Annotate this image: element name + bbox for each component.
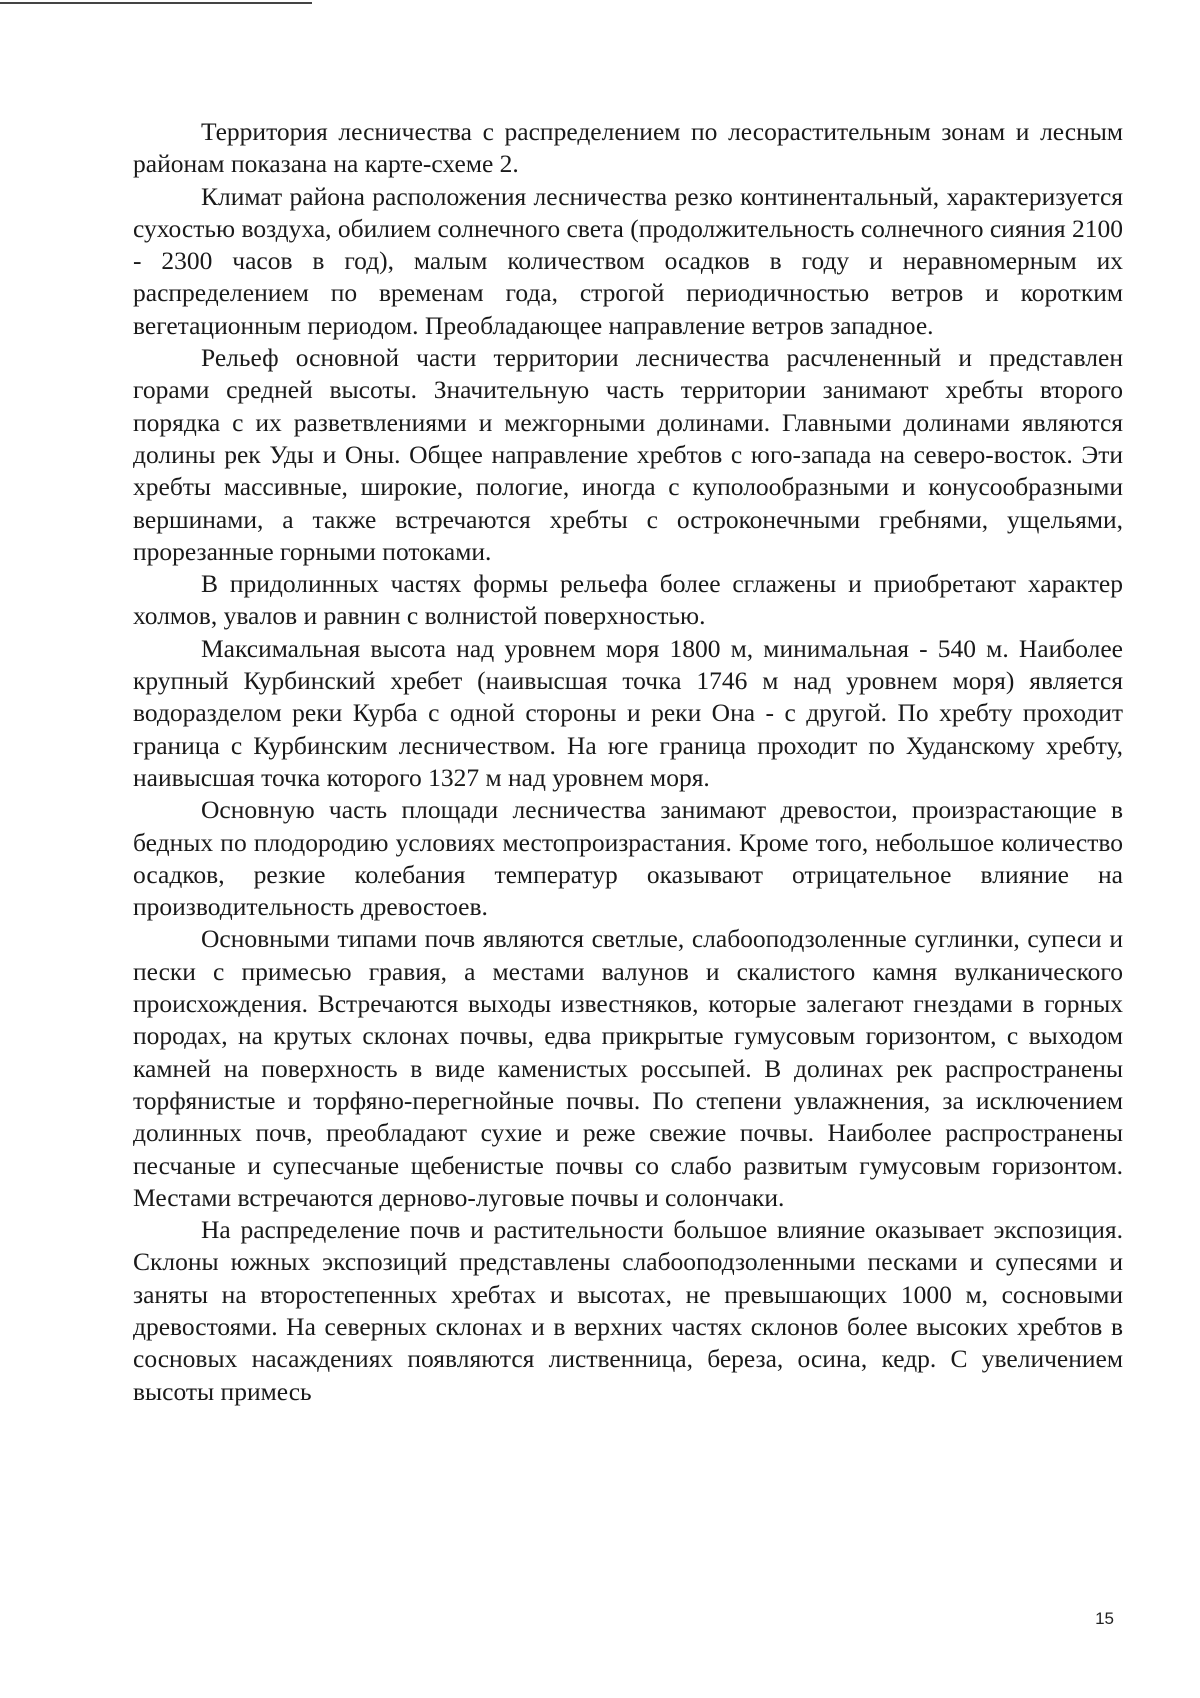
page-number: 15 xyxy=(1095,1609,1114,1628)
paragraph-relief: Рельеф основной части территории лесничества расчлененный и представлен горами средней высоты. Значительную часть территории занимают хребты второго порядка с их разветвлениями и межгорными долинами. Главными долинами являются долины рек Уды и Оны. Общее направление хребтов с юго-запада на северо-восток. Эти хребты массивные, широкие, пологие, иногда с куполообразными и конусообразными вершинами, а также встречаются хребты с остроконечными гребнями, ущельями, прорезанные горными потоками. xyxy=(133,343,1123,566)
paragraph-soils: Основными типами почв являются светлые, слабооподзоленные суглинки, супеси и пески с примесью гравия, а местами валунов и скалистого камня вулканического происхождения. Встречаются выходы известняков, которые залегают гнездами в горных породах, на крутых склонах почвы, едва прикрытые гумусовым горизонтом, с выходом камней на поверхность в виде каменистых россыпей. В долинах рек распространены торфянистые и торфяно-перегнойные почвы. По степени увлажнения, за исключением долинных почв, преобладают сухие и реже свежие почвы. Наиболее распространены песчаные и супесчаные щебенистые почвы со слабо развитым гумусовым горизонтом. Местами встречаются дерново-луговые почвы и солончаки. xyxy=(133,924,1123,1212)
paragraph-exposition: На распределение почв и растительности большое влияние оказывает экспозиция. Склоны южных экспозиций представлены слабооподзоленными песками и супесями и заняты на второстепенных хребтах и высотах, не превышающих 1000 м, сосновыми древостоями. На северных склонах и в верхних частях склонов более высоких хребтов в сосновых насаждениях появляются лиственница, береза, осина, кедр. С увеличением высоты примесь xyxy=(133,1215,1123,1406)
top-rule xyxy=(0,2,312,4)
paragraph-elevation: Максимальная высота над уровнем моря 1800 м, минимальная - 540 м. Наиболее крупный Курбинский хребет (наивысшая точка 1746 м над уровнем моря) является водоразделом реки Курба с одной стороны и реки Она - с другой. По хребту проходит граница с Курбинским лесничеством. На юге граница проходит по Худанскому хребту, наивысшая точка которого 1327 м над уровнем моря. xyxy=(133,633,1123,792)
paragraph-climate: Климат района расположения лесничества резко континентальный, характеризуется сухостью воздуха, обилием солнечного света (продолжительность солнечного сияния 2100 - 2300 часов в год), малым количеством осадков в году и неравномерным их распределением по временам года, строгой периодичностью ветров и коротким вегетационным периодом. Преобладающее направление ветров западное. xyxy=(133,181,1123,340)
page-body xyxy=(133,116,1123,1408)
paragraph-valley-relief: В придолинных частях формы рельефа более сглажены и приобретают характер холмов, увалов и равнин с волнистой поверхностью. xyxy=(133,569,1123,631)
paragraph-territory-map: Территория лесничества с распределением по лесорастительным зонам и лесным районам показана на карте-схеме 2. xyxy=(133,117,1123,179)
paragraph-stands: Основную часть площади лесничества занимают древостои, произрастающие в бедных по плодородию условиях местопроизрастания. Кроме того, небольшое количество осадков, резкие колебания температур оказывают отрицательное влияние на производительность древостоев. xyxy=(133,795,1123,922)
